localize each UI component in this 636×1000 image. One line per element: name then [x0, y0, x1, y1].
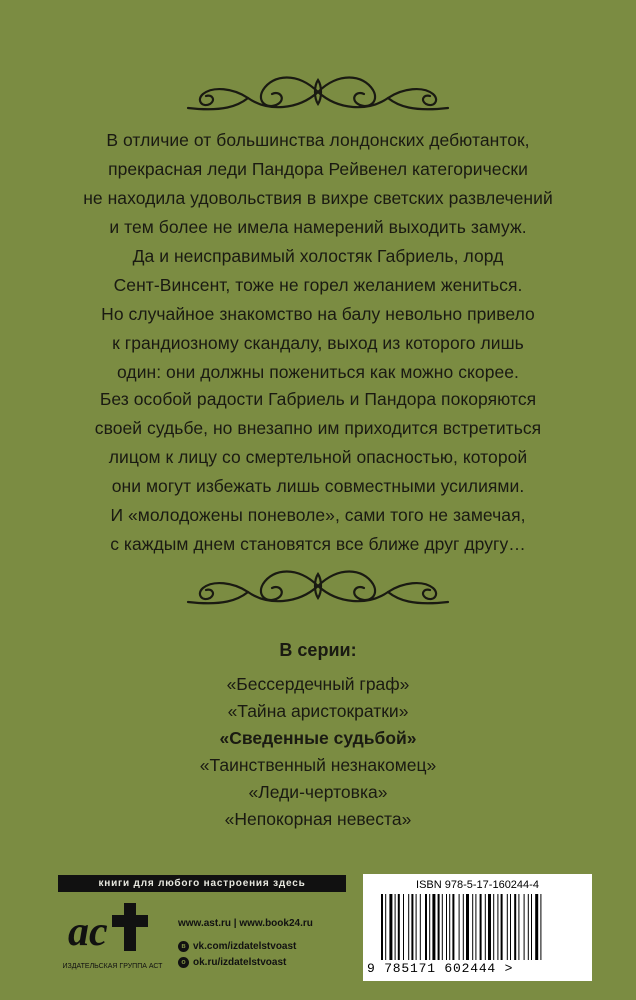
blurb-line: И «молодожены поневоле», сами того не замечая,: [110, 505, 526, 525]
series-list: [0, 640, 636, 833]
barcode-bar: [510, 894, 511, 960]
blurb-line: не находила удовольствия в вихре светских развлечений: [83, 188, 553, 208]
blurb-line: с каждым днем становятся все ближе друг другу…: [110, 534, 526, 554]
isbn-text: ISBN 978-5-17-160244-4: [416, 879, 539, 891]
blurb-line: Но случайное знакомство на балу невольно привело: [101, 304, 535, 324]
blurb-line: к грандиозному скандалу, выход из которого лишь: [112, 333, 524, 353]
barcode-bar: [425, 894, 427, 960]
barcode-bar: [432, 894, 435, 960]
barcode-bar: [442, 894, 443, 960]
ok-icon: o: [178, 957, 189, 968]
barcode-bar: [385, 894, 386, 960]
barcode-bar: [472, 894, 473, 960]
barcode-bar: [507, 894, 508, 960]
barcode-bar: [416, 894, 417, 960]
website-links[interactable]: www.ast.ru | www.book24.ru: [178, 918, 313, 929]
top-ornament: [0, 62, 636, 122]
barcode-bar: [480, 894, 482, 960]
barcode-bar: [403, 894, 404, 960]
vk-link[interactable]: [178, 941, 296, 952]
blurb-line: один: они должны пожениться как можно скорее.: [117, 362, 519, 382]
barcode-bar: [493, 894, 494, 960]
blurb-line: и тем более не имела намерений выходить замуж.: [109, 217, 527, 237]
barcode-bar: [466, 894, 469, 960]
barcode-bar: [411, 894, 413, 960]
blurb-paragraph-2: [40, 385, 596, 559]
barcode-bar: [488, 894, 491, 960]
barcode-bar: [518, 894, 519, 960]
series-item: «Таинственный незнакомец»: [199, 755, 437, 775]
series-item: «Леди-чертовка»: [248, 782, 388, 802]
barcode-bar: [446, 894, 447, 960]
series-heading: В серии:: [279, 640, 357, 660]
ast-logo: [62, 895, 158, 955]
flourish-divider-top: [168, 62, 468, 122]
barcode-bar: [459, 894, 460, 960]
blurb-line: своей судьбе, но внезапно им приходится встретиться: [94, 418, 542, 438]
barcode-panel: [363, 874, 592, 981]
blurb-line: Без особой радости Габриель и Пандора покоряются: [99, 389, 537, 409]
series-item-current: «Сведенные судьбой»: [219, 728, 417, 748]
barcode-bar: [524, 894, 525, 960]
publisher-label: ИЗДАТЕЛЬСКАЯ ГРУППА АСТ: [62, 963, 163, 970]
barcode-bar: [463, 894, 464, 960]
barcode-bar: [531, 894, 532, 960]
ok-link[interactable]: [178, 957, 286, 968]
vk-link-text: vk.com/izdatelstvoast: [193, 941, 297, 952]
logo-text: ac: [68, 909, 108, 955]
flourish-divider-middle: [168, 556, 468, 616]
series-item: «Непокорная невеста»: [224, 809, 412, 829]
barcode-bar: [497, 894, 498, 960]
barcode-bar: [408, 894, 409, 960]
barcode-bar: [452, 894, 454, 960]
blurb-line: Да и неисправимый холостяк Габриель, лорд: [132, 246, 504, 266]
middle-ornament: [0, 556, 636, 616]
ok-link-text: ok.ru/izdatelstvoast: [193, 957, 287, 968]
blurb-paragraph-1: [40, 126, 596, 387]
barcode-bar: [449, 894, 450, 960]
publisher-tagline: книги для любого настроения здесь: [58, 875, 346, 892]
blurb-line: они могут избежать лишь совместными усилиями.: [111, 476, 525, 496]
barcode-bar: [429, 894, 430, 960]
cross-icon: [112, 903, 148, 951]
barcode: [381, 894, 577, 962]
blurb-line: лицом к лицу со смертельной опасностью, которой: [108, 447, 528, 467]
barcode-bar: [535, 894, 538, 960]
barcode-bar: [514, 894, 516, 960]
barcode-digits: 9 785171 602444 >: [367, 961, 514, 976]
vk-icon: в: [178, 941, 189, 952]
barcode-bar: [420, 894, 421, 960]
barcode-bar: [475, 894, 476, 960]
barcode-bar: [389, 894, 392, 960]
barcode-bar: [485, 894, 486, 960]
blurb-line: В отличие от большинства лондонских дебютанток,: [106, 130, 530, 150]
series-item: «Бессердечный граф»: [226, 674, 410, 694]
barcode-bar: [438, 894, 440, 960]
barcode-bar: [501, 894, 503, 960]
barcode-bar: [398, 894, 400, 960]
barcode-bar: [381, 894, 383, 960]
barcode-bar: [395, 894, 396, 960]
blurb-line: Сент-Винсент, тоже не горел желанием жениться.: [113, 275, 523, 295]
barcode-bar: [528, 894, 529, 960]
barcode-bar: [540, 894, 541, 960]
blurb-line: прекрасная леди Пандора Рейвенел категорически: [108, 159, 528, 179]
series-item: «Тайна аристократки»: [227, 701, 409, 721]
